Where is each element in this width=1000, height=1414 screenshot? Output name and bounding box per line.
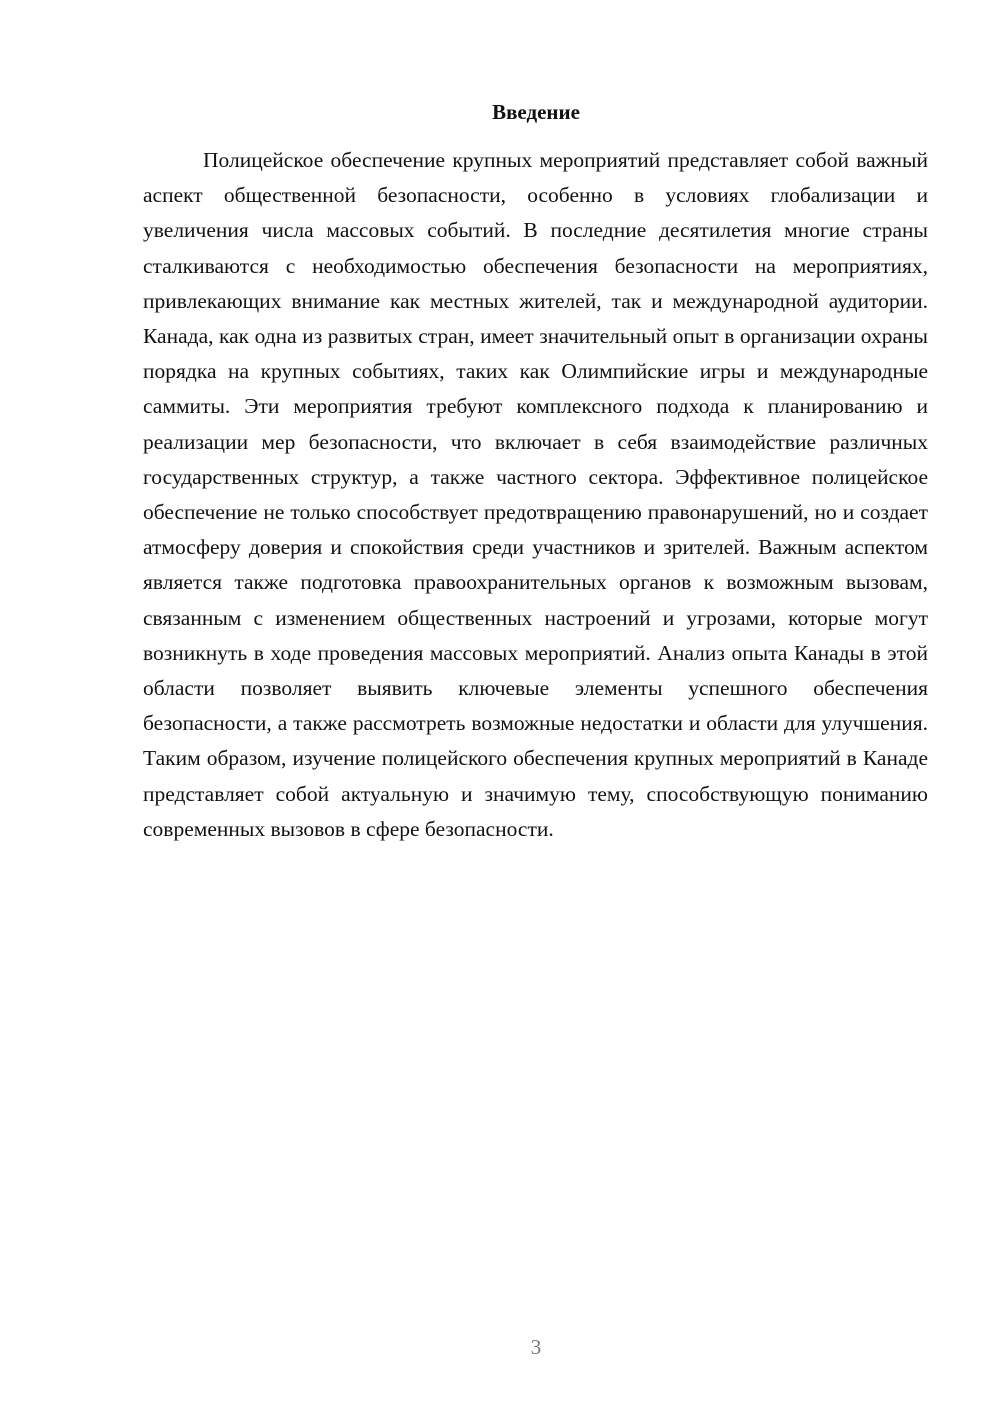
page-number: 3 [530,1335,542,1359]
body-paragraph: Полицейское обеспечение крупных мероприятий представляет собой важный аспект общественной безопасности, особенно в условиях глобализации и увеличения числа массовых событий. В последние десятилетия многие страны сталкиваются с необходимостью обеспечения безопасности на мероприятиях, привлекающих внимание как местных жителей, так и международной аудитории. Канада, как одна из развитых стран, имеет значительный опыт в организации охраны порядка на крупных событиях, таких как Олимпийские игры и международные саммиты. Эти мероприятия требуют комплексного подхода к планированию и реализации мер безопасности, что включает в себя взаимодействие различных государственных структур, а также частного сектора. Эффективное полицейское обеспечение не только способствует предотвращению правонарушений, но и создает атмосферу доверия и спокойствия среди участников и зрителей. Важным аспектом является также подготовка правоохранительных органов к возможным вызовам, связанным с изменением общественных настроений и угрозами, которые могут возникнуть в ходе проведения массовых мероприятий. Анализ опыта Канады в этой области позволяет выявить ключевые элементы успешного обеспечения безопасности, а также рассмотреть возможные недостатки и области для улучшения. Таким образом, изучение полицейского обеспечения крупных мероприятий в Канаде представляет собой актуальную и значимую тему, способствующую пониманию современных вызовов в сфере безопасности. [143,148,928,841]
section-heading: Введение [492,100,580,124]
